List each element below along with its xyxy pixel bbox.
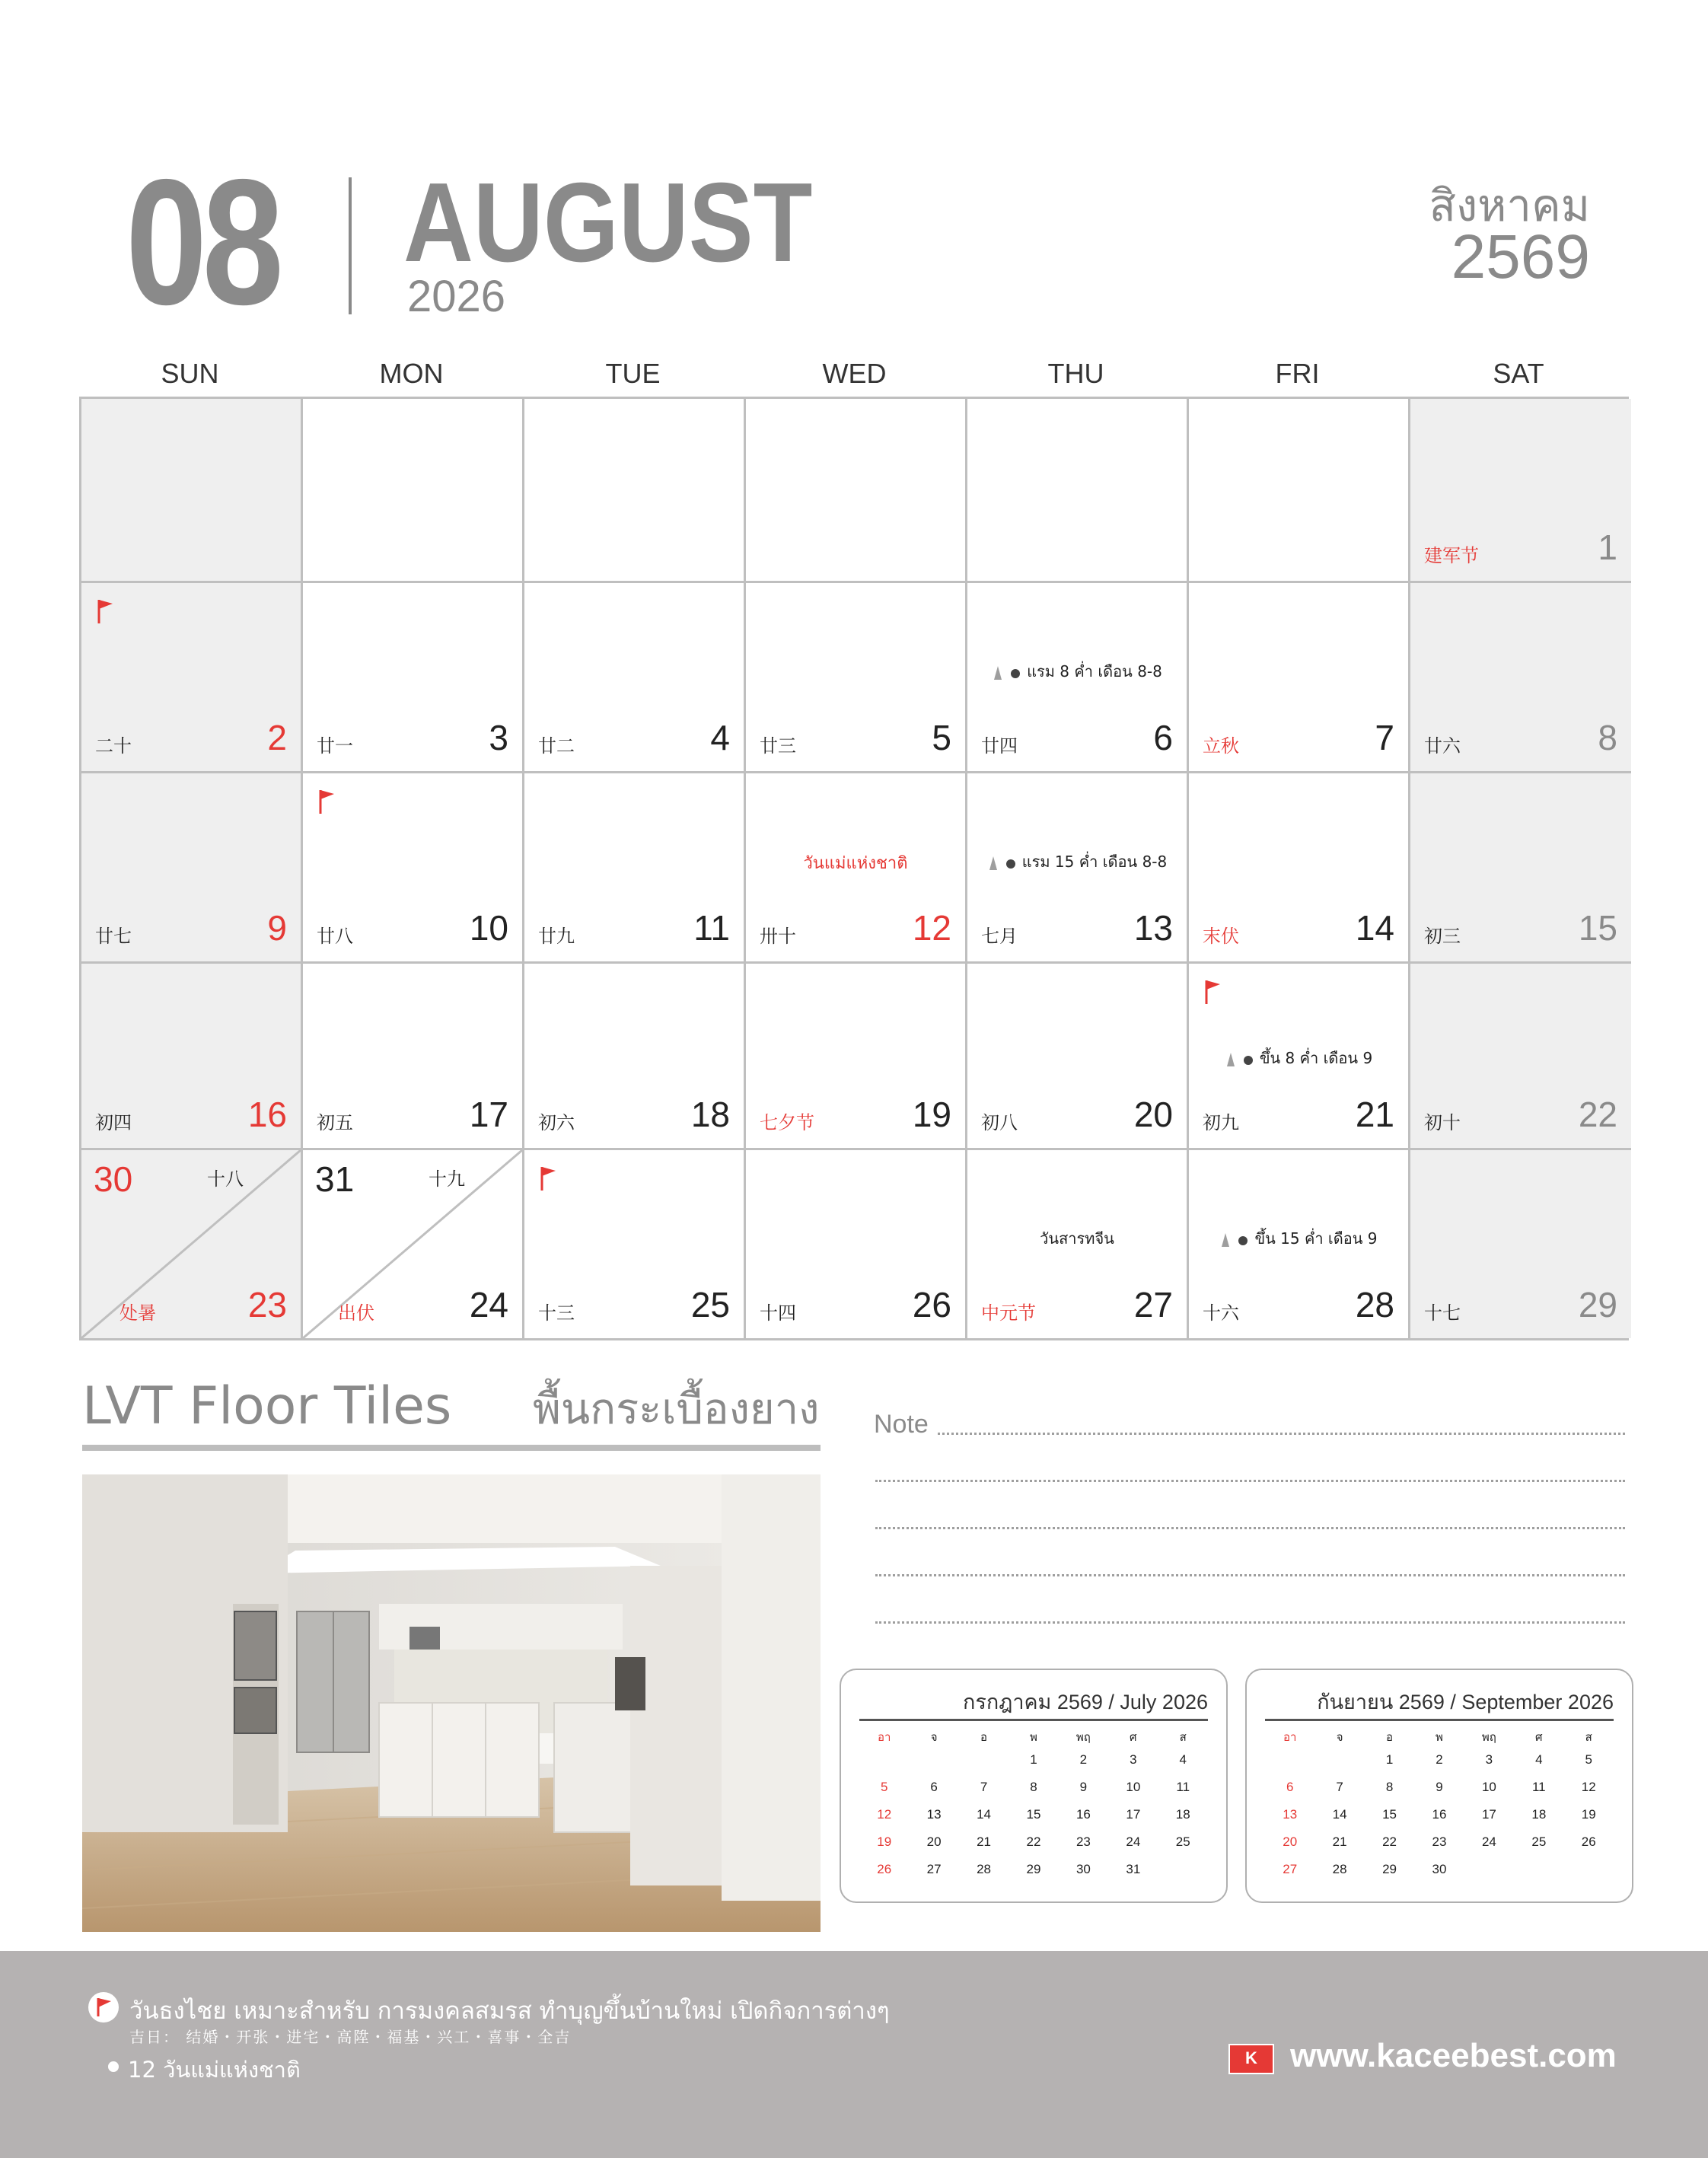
- mini-weekday: ส: [1585, 1731, 1592, 1744]
- mini-day: 25: [1531, 1834, 1547, 1849]
- lunar-date: 初八: [981, 1112, 1018, 1133]
- mini-calendar-header-row: [1265, 1728, 1614, 1746]
- day-cell-4[interactable]: [524, 583, 746, 773]
- day-cell-28[interactable]: [1189, 1150, 1410, 1338]
- mini-day: 3: [1485, 1752, 1493, 1767]
- mini-calendar-header-row: [859, 1728, 1208, 1746]
- mini-day: 26: [877, 1862, 892, 1876]
- day-number-17: 17: [469, 1095, 508, 1134]
- day-number-25: 25: [690, 1285, 730, 1324]
- lunar-date: 初三: [1424, 926, 1461, 947]
- day-cell-6[interactable]: [967, 583, 1189, 773]
- mini-weekday: พ: [1436, 1731, 1443, 1744]
- mini-day: 10: [1481, 1780, 1496, 1794]
- day-note: [1189, 1226, 1408, 1251]
- lunar-date: 十三: [538, 1302, 575, 1324]
- mini-day: 21: [977, 1834, 992, 1849]
- mini-weekday: ส: [1179, 1731, 1187, 1744]
- note-line-2: [875, 1480, 1625, 1482]
- day-number-13: 13: [1133, 908, 1173, 948]
- mini-day: 20: [926, 1834, 942, 1849]
- mini-day: 8: [1030, 1780, 1037, 1794]
- lunar-date: 廿六: [1424, 735, 1461, 757]
- day-cell-26[interactable]: [746, 1150, 967, 1338]
- mini-weekday: ศ: [1535, 1731, 1543, 1744]
- lunar-date: 十四: [760, 1302, 796, 1324]
- mini-day: 4: [1535, 1752, 1543, 1767]
- note-line-5: [875, 1621, 1625, 1624]
- lunar-date: 初四: [95, 1112, 132, 1133]
- mini-day: 27: [1283, 1862, 1298, 1876]
- holiday-note: 12 วันแม่แห่งชาติ: [128, 2057, 301, 2083]
- mini-day: 7: [980, 1780, 988, 1794]
- lunar-date: 十八: [207, 1168, 244, 1190]
- day-note: [1189, 1046, 1408, 1070]
- day-cell-23[interactable]: [81, 1150, 303, 1338]
- day-cell-27[interactable]: [967, 1150, 1189, 1338]
- mini-day: 24: [1126, 1834, 1141, 1849]
- day-cell-13[interactable]: [967, 773, 1189, 964]
- calendar-grid: [79, 397, 1629, 1340]
- moon-phase-icon: [987, 853, 1022, 871]
- day-cell-15[interactable]: [1410, 773, 1631, 964]
- lunar-date: 初九: [1203, 1112, 1239, 1133]
- note-line-4: [875, 1574, 1625, 1576]
- day-cell-14[interactable]: [1189, 773, 1410, 964]
- mini-weekday: จ: [930, 1731, 938, 1744]
- day-number-24: 24: [469, 1285, 508, 1324]
- note-line-3: [875, 1527, 1625, 1529]
- mini-calendar-title: กันยายน 2569 / September 2026: [1317, 1691, 1614, 1713]
- mini-day: 11: [1531, 1780, 1546, 1794]
- mini-calendar-week: [859, 1834, 1208, 1850]
- flag-icon: [88, 1992, 119, 2023]
- lunar-date: 廿三: [760, 735, 796, 757]
- day-cell-18[interactable]: [524, 964, 746, 1150]
- day-cell-1[interactable]: [1410, 399, 1631, 583]
- mini-calendar-week: [1265, 1862, 1614, 1877]
- mini-day: 31: [1126, 1862, 1141, 1876]
- day-number-26: 26: [912, 1285, 951, 1324]
- day-cell-21[interactable]: [1189, 964, 1410, 1150]
- day-note: [967, 1226, 1187, 1251]
- mini-calendar-week: [1265, 1752, 1614, 1768]
- day-cell-29[interactable]: [1410, 1150, 1631, 1338]
- lunar-date: 廿九: [538, 926, 575, 947]
- month-name: AUGUST: [403, 160, 813, 285]
- day-number-2: 2: [267, 718, 287, 757]
- mini-day: 10: [1126, 1780, 1141, 1794]
- mini-empty: [1464, 1862, 1514, 1877]
- day-number-12: 12: [912, 908, 951, 948]
- day-number-4: 4: [710, 718, 730, 757]
- day-number-1: 1: [1598, 528, 1617, 567]
- header-divider: [349, 177, 352, 314]
- product-title-rule: [82, 1445, 821, 1451]
- mini-calendar-week: [859, 1862, 1208, 1877]
- moon-phase-icon: [992, 662, 1027, 681]
- thai-year: 2569: [1451, 222, 1590, 292]
- mini-day: 2: [1436, 1752, 1443, 1767]
- day-note: [746, 849, 965, 876]
- day-number-27: 27: [1133, 1285, 1173, 1324]
- day-number-3: 3: [489, 718, 508, 757]
- day-note-text: ขึ้น 8 ค่ำ เดือน 9: [1259, 1049, 1373, 1067]
- mini-day: 12: [1581, 1780, 1596, 1794]
- lunar-date: 处暑: [119, 1302, 156, 1324]
- day-number-11: 11: [693, 908, 730, 948]
- lunar-date: 十六: [1203, 1302, 1239, 1324]
- lunar-date: 廿七: [95, 926, 132, 947]
- mini-day: 28: [977, 1862, 992, 1876]
- mini-empty: [1514, 1862, 1563, 1877]
- mini-day: 22: [1026, 1834, 1041, 1849]
- mini-day: 14: [1332, 1807, 1347, 1822]
- day-number-15: 15: [1578, 908, 1617, 948]
- day-cell-5[interactable]: [746, 583, 967, 773]
- day-cell-12[interactable]: [746, 773, 967, 964]
- day-cell-25[interactable]: [524, 1150, 746, 1338]
- lunar-date: 初五: [317, 1112, 353, 1133]
- kitchen-photo: [82, 1474, 821, 1932]
- day-number-10: 10: [469, 908, 508, 948]
- day-number-28: 28: [1355, 1285, 1394, 1324]
- day-note-text: แรม 8 ค่ำ เดือน 8-8: [1027, 662, 1162, 681]
- mini-calendar-week: [1265, 1780, 1614, 1795]
- lunar-date: 七夕节: [760, 1112, 814, 1133]
- day-number-21: 21: [1355, 1095, 1394, 1134]
- lunar-date: 廿一: [317, 735, 353, 757]
- day-cell-10[interactable]: [303, 773, 524, 964]
- mini-day: 21: [1332, 1834, 1347, 1849]
- empty-cell: [81, 399, 303, 583]
- mini-day: 23: [1075, 1834, 1091, 1849]
- weekday-fri: FRI: [1275, 358, 1320, 389]
- weekday-sun: SUN: [161, 358, 219, 389]
- mini-day: 9: [1079, 1780, 1088, 1794]
- day-note-text: วันแม่แห่งชาติ: [803, 854, 908, 873]
- flag-icon: [318, 789, 335, 814]
- mini-day: 6: [930, 1780, 938, 1794]
- mini-day: 11: [1176, 1780, 1190, 1794]
- weekday-tue: TUE: [605, 358, 661, 389]
- mini-day: 25: [1175, 1834, 1190, 1849]
- mini-day: 4: [1179, 1752, 1187, 1767]
- day-cell-24[interactable]: [303, 1150, 524, 1338]
- mini-weekday: ศ: [1130, 1731, 1137, 1744]
- mini-day: 29: [1382, 1862, 1397, 1876]
- mini-empty: [1265, 1752, 1314, 1768]
- day-cell-22[interactable]: [1410, 964, 1631, 1150]
- mini-weekday: อา: [1283, 1731, 1297, 1744]
- mini-empty: [1564, 1862, 1614, 1877]
- lunar-date: 立秋: [1203, 735, 1239, 757]
- thai-month: สิงหาคม: [1429, 180, 1590, 231]
- mini-day: 26: [1581, 1834, 1596, 1849]
- lunar-date: 末伏: [1203, 926, 1239, 947]
- product-title: LVT Floor Tiles: [82, 1376, 452, 1436]
- day-cell-17[interactable]: [303, 964, 524, 1150]
- day-note-text: ขึ้น 15 ค่ำ เดือน 9: [1254, 1229, 1378, 1248]
- mini-calendar-title: กรกฎาคม 2569 / July 2026: [963, 1691, 1208, 1713]
- day-number-9: 9: [267, 908, 287, 948]
- mini-day: 28: [1332, 1862, 1347, 1876]
- auspicious-chinese: 吉日： 结婚・开张・进宅・高陞・福基・兴工・喜事・全吉: [129, 2028, 572, 2046]
- mini-day: 15: [1382, 1807, 1397, 1822]
- product-title-thai: พื้นกระเบื้องยาง: [533, 1385, 820, 1434]
- mini-calendar-week: [1265, 1807, 1614, 1822]
- day-cell-8[interactable]: [1410, 583, 1631, 773]
- flag-icon: [97, 598, 113, 624]
- flag-icon: [540, 1165, 556, 1191]
- empty-cell: [303, 399, 524, 583]
- mini-day: 18: [1175, 1807, 1190, 1822]
- mini-day: 18: [1531, 1807, 1547, 1822]
- bullet-icon: [108, 2061, 119, 2072]
- flag-day-description: วันธงไชย เหมาะสำหรับ การมงคลสมรส ทำบุญขึ้นบ้านใหม่ เปิดกิจการต่างๆ: [129, 1997, 890, 2025]
- day-cell-16[interactable]: [81, 964, 303, 1150]
- note-line-1: [938, 1433, 1625, 1435]
- lunar-date: 出伏: [338, 1302, 374, 1324]
- day-number-23: 23: [247, 1285, 287, 1324]
- day-cell-7[interactable]: [1189, 583, 1410, 773]
- weekday-sat: SAT: [1493, 358, 1544, 389]
- mini-day: 19: [1581, 1807, 1596, 1822]
- mini-day: 29: [1026, 1862, 1041, 1876]
- mini-empty: [859, 1752, 909, 1768]
- mini-day: 17: [1481, 1807, 1496, 1822]
- lunar-date: 十九: [429, 1168, 465, 1190]
- day-note: [967, 849, 1187, 874]
- mini-day: 17: [1126, 1807, 1141, 1822]
- day-note-text: วันสารทจีน: [1040, 1229, 1114, 1248]
- day-number-19: 19: [912, 1095, 951, 1134]
- mini-day: 27: [926, 1862, 942, 1876]
- day-cell-3[interactable]: [303, 583, 524, 773]
- lunar-date: 二十: [95, 735, 132, 757]
- mini-weekday: พ: [1030, 1731, 1037, 1744]
- empty-cell: [524, 399, 746, 583]
- moon-phase-icon: [1219, 1229, 1254, 1248]
- mini-weekday: พฤ: [1075, 1731, 1091, 1744]
- lunar-date: 十七: [1424, 1302, 1461, 1324]
- mini-day: 1: [1030, 1752, 1037, 1767]
- lunar-date: 廿八: [317, 926, 353, 947]
- weekday-thu: THU: [1047, 358, 1104, 389]
- mini-day: 5: [880, 1780, 888, 1794]
- mini-day: 3: [1130, 1752, 1137, 1767]
- mini-calendar-rule: [1265, 1719, 1614, 1721]
- mini-weekday: อ: [1386, 1731, 1394, 1744]
- mini-weekday: อ: [980, 1731, 988, 1744]
- mini-day: 19: [877, 1834, 892, 1849]
- mini-day: 23: [1432, 1834, 1447, 1849]
- day-cell-2[interactable]: [81, 583, 303, 773]
- day-note-text: แรม 15 ค่ำ เดือน 8-8: [1021, 853, 1168, 871]
- day-cell-11[interactable]: [524, 773, 746, 964]
- mini-day: 13: [926, 1807, 942, 1822]
- mini-calendar-rule: [859, 1719, 1208, 1721]
- day-note: [967, 659, 1187, 684]
- mini-empty: [909, 1752, 958, 1768]
- day-number-16: 16: [247, 1095, 287, 1134]
- day-number-18: 18: [690, 1095, 730, 1134]
- mini-day: 9: [1436, 1780, 1443, 1794]
- lunar-date: 初六: [538, 1112, 575, 1133]
- mini-calendar-july: [840, 1669, 1228, 1903]
- day-cell-20[interactable]: [967, 964, 1189, 1150]
- kacee-logo: [1228, 2044, 1274, 2074]
- mini-day: 16: [1075, 1807, 1091, 1822]
- day-number-8: 8: [1598, 718, 1617, 757]
- mini-day: 22: [1382, 1834, 1397, 1849]
- notes-label: Note: [874, 1410, 929, 1439]
- mini-day: 30: [1432, 1862, 1447, 1876]
- logo-text: K: [1245, 2048, 1257, 2067]
- lunar-date: 建军节: [1424, 545, 1479, 566]
- mini-day: 13: [1283, 1807, 1298, 1822]
- mini-calendar-week: [859, 1780, 1208, 1795]
- mini-empty: [1158, 1862, 1208, 1877]
- mini-day: 7: [1336, 1780, 1343, 1794]
- mini-day: 8: [1385, 1780, 1394, 1794]
- day-number-30: 30: [94, 1159, 133, 1199]
- mini-day: 15: [1026, 1807, 1041, 1822]
- mini-day: 24: [1481, 1834, 1496, 1849]
- month-number: 08: [126, 142, 279, 342]
- mini-day: 1: [1385, 1752, 1394, 1767]
- mini-day: 2: [1079, 1752, 1088, 1767]
- empty-cell: [967, 399, 1189, 583]
- mini-day: 16: [1432, 1807, 1447, 1822]
- mini-calendar-week: [859, 1752, 1208, 1768]
- lunar-date: 中元节: [981, 1302, 1036, 1324]
- day-number-14: 14: [1355, 908, 1394, 948]
- mini-day: 5: [1585, 1752, 1592, 1767]
- mini-weekday: อา: [877, 1731, 891, 1744]
- lunar-date: 七月: [981, 926, 1018, 947]
- mini-calendar-week: [859, 1807, 1208, 1822]
- mini-day: 20: [1283, 1834, 1298, 1849]
- mini-weekday: จ: [1336, 1731, 1343, 1744]
- day-number-20: 20: [1133, 1095, 1173, 1134]
- mini-day: 14: [977, 1807, 992, 1822]
- year: 2026: [407, 272, 506, 321]
- mini-empty: [1314, 1752, 1364, 1768]
- moon-phase-icon: [1225, 1049, 1260, 1067]
- mini-day: 30: [1075, 1862, 1091, 1876]
- day-number-31: 31: [315, 1159, 355, 1199]
- day-number-6: 6: [1153, 718, 1173, 757]
- empty-cell: [1189, 399, 1410, 583]
- day-number-22: 22: [1578, 1095, 1617, 1134]
- mini-calendar-week: [1265, 1834, 1614, 1850]
- lunar-date: 廿四: [981, 735, 1018, 757]
- weekday-mon: MON: [379, 358, 444, 389]
- lunar-date: 初十: [1424, 1112, 1461, 1133]
- mini-day: 6: [1286, 1780, 1294, 1794]
- lunar-date: 廿二: [538, 735, 575, 757]
- day-number-5: 5: [932, 718, 951, 757]
- mini-calendar-september: [1245, 1669, 1633, 1903]
- mini-empty: [959, 1752, 1009, 1768]
- flag-icon: [1204, 979, 1221, 1005]
- day-cell-19[interactable]: [746, 964, 967, 1150]
- mini-day: 12: [877, 1807, 892, 1822]
- day-number-7: 7: [1375, 718, 1394, 757]
- website-link[interactable]: www.kaceebest.com: [1290, 2037, 1617, 2074]
- day-cell-9[interactable]: [81, 773, 303, 964]
- mini-weekday: พฤ: [1481, 1731, 1496, 1744]
- weekday-wed: WED: [822, 358, 887, 389]
- empty-cell: [746, 399, 967, 583]
- lunar-date: 卅十: [760, 926, 796, 947]
- day-number-29: 29: [1578, 1285, 1617, 1324]
